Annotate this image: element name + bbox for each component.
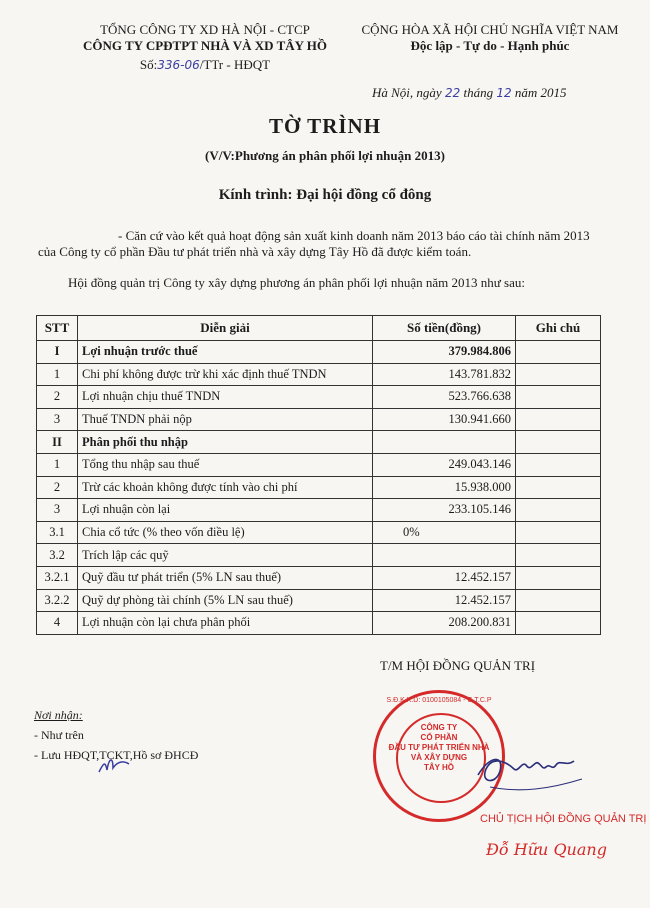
row-stt: II <box>37 431 78 454</box>
document-date <box>372 85 567 101</box>
national-title: CỘNG HÒA XÃ HỘI CHỦ NGHĨA VIỆT NAM <box>361 22 619 37</box>
row-note <box>516 453 601 476</box>
date-year: năm 2015 <box>511 85 567 100</box>
date-month-label: tháng <box>460 85 497 100</box>
row-amount: 208.200.831 <box>373 612 516 635</box>
row-note <box>516 544 601 567</box>
row-amount <box>373 431 516 454</box>
row-note <box>516 566 601 589</box>
row-description: Chia cổ tức (% theo vốn điều lệ) <box>78 521 373 544</box>
table-row <box>37 363 601 386</box>
header-stt: STT <box>37 316 78 341</box>
row-amount: 12.452.157 <box>373 566 516 589</box>
table-row <box>37 476 601 499</box>
row-amount: 233.105.146 <box>373 499 516 522</box>
row-description: Tổng thu nhập sau thuế <box>78 453 373 476</box>
row-note <box>516 363 601 386</box>
handwritten-initial <box>95 750 135 780</box>
row-description: Phân phối thu nhập <box>78 431 373 454</box>
row-note <box>516 521 601 544</box>
date-day: 22 <box>444 86 461 100</box>
organization-header <box>60 22 350 73</box>
table-row <box>37 386 601 409</box>
document-number <box>60 57 350 73</box>
header-note: Ghi chú <box>516 316 601 341</box>
row-note <box>516 589 601 612</box>
row-note <box>516 408 601 431</box>
row-amount: 15.938.000 <box>373 476 516 499</box>
row-amount: 143.781.832 <box>373 363 516 386</box>
row-stt: 3 <box>37 408 78 431</box>
table-row <box>37 453 601 476</box>
document-number-suffix: /TTr - HĐQT <box>199 57 271 72</box>
row-description: Thuế TNDN phải nộp <box>78 408 373 431</box>
table-row <box>37 589 601 612</box>
row-note <box>516 499 601 522</box>
row-description: Trừ các khoản không được tính vào chi phí <box>78 476 373 499</box>
row-description: Quỹ dự phòng tài chính (5% LN sau thuế) <box>78 589 373 612</box>
row-description: Lợi nhuận còn lại chưa phân phối <box>78 612 373 635</box>
table-row <box>37 566 601 589</box>
header-amount: Số tiền(đồng) <box>373 316 516 341</box>
row-amount: 523.766.638 <box>373 386 516 409</box>
national-header <box>345 22 635 54</box>
company-name: CÔNG TY CPĐTPT NHÀ VÀ XD TÂY HỒ <box>82 38 328 53</box>
row-stt: 2 <box>37 386 78 409</box>
table-row <box>37 499 601 522</box>
table-row <box>37 521 601 544</box>
table-row <box>37 612 601 635</box>
handwritten-signature <box>470 735 590 805</box>
row-description: Lợi nhuận chịu thuế TNDN <box>78 386 373 409</box>
row-description: Lợi nhuận trước thuế <box>78 341 373 364</box>
recipient-item: - Lưu HĐQT,TCKT,Hồ sơ ĐHCĐ <box>34 748 199 762</box>
seal-line: CÔNG TY <box>420 723 458 732</box>
representative-title: T/M HỘI ĐỒNG QUẢN TRỊ <box>380 658 536 673</box>
seal-line: TÂY HỒ <box>423 763 455 772</box>
row-stt: 3.1 <box>37 521 78 544</box>
row-amount <box>373 544 516 567</box>
table-row <box>37 408 601 431</box>
row-amount: 130.941.660 <box>373 408 516 431</box>
row-stt: 3.2 <box>37 544 78 567</box>
addressee: Kính trình: Đại hội đồng cổ đông <box>218 187 432 203</box>
row-amount: 12.452.157 <box>373 589 516 612</box>
recipients-label: Nơi nhận: <box>34 708 83 722</box>
document-number-prefix: Số: <box>139 57 158 72</box>
national-motto: Độc lập - Tự do - Hạnh phúc <box>410 38 570 53</box>
profit-distribution-table <box>36 315 601 635</box>
table-header-row <box>37 316 601 341</box>
row-stt: 3.2.1 <box>37 566 78 589</box>
row-amount: 249.043.146 <box>373 453 516 476</box>
seal-ring-text: S.Đ.K.K.D: 0100105084 - C.T.C.P <box>386 697 492 704</box>
seal-line: ĐẦU TƯ PHÁT TRIỂN NHÀ <box>388 743 490 752</box>
table-row <box>37 544 601 567</box>
row-note <box>516 476 601 499</box>
signer-name: Đỗ Hữu Quang <box>486 840 607 859</box>
row-stt: 2 <box>37 476 78 499</box>
row-stt: 3 <box>37 499 78 522</box>
row-stt: 1 <box>37 363 78 386</box>
row-note <box>516 612 601 635</box>
row-stt: 3.2.2 <box>37 589 78 612</box>
row-amount: 379.984.806 <box>373 341 516 364</box>
date-prefix: Hà Nội, ngày <box>372 85 445 100</box>
table-row <box>37 341 601 364</box>
seal-line: VÀ XÂY DỰNG <box>410 753 468 762</box>
row-note <box>516 431 601 454</box>
row-description: Chi phí không được trừ khi xác định thuế TNDN <box>78 363 373 386</box>
paragraph-basis: - Căn cứ vào kết quả hoạt động sản xuất kinh doanh năm 2013 báo cáo tài chính năm 2013 của Công ty cổ phần Đầu tư phát triển nhà và xây dựng Tây Hồ đã được kiểm toán. <box>38 228 590 259</box>
row-stt: 1 <box>37 453 78 476</box>
table-row <box>37 431 601 454</box>
parent-company-name: TỔNG CÔNG TY XD HÀ NỘI - CTCP <box>100 22 310 37</box>
document-title: TỜ TRÌNH <box>268 114 382 138</box>
seal-line: CỔ PHẦN <box>420 733 458 742</box>
recipient-item: - Như trên <box>34 728 84 742</box>
row-stt: I <box>37 341 78 364</box>
row-description: Lợi nhuận còn lại <box>78 499 373 522</box>
paragraph-intro: Hội đồng quản trị Công ty xây dựng phương án phân phối lợi nhuận năm 2013 như sau: <box>68 275 525 290</box>
document-number-handwritten: 336-06 <box>157 58 200 72</box>
row-note <box>516 386 601 409</box>
row-description: Trích lập các quỹ <box>78 544 373 567</box>
row-amount: 0% <box>373 521 516 544</box>
header-description: Diễn giải <box>78 316 373 341</box>
row-stt: 4 <box>37 612 78 635</box>
signer-title: CHỦ TỊCH HỘI ĐỒNG QUẢN TRỊ <box>480 813 647 825</box>
date-month: 12 <box>496 86 512 100</box>
document-subtitle: (V/V:Phương án phân phối lợi nhuận 2013) <box>205 148 445 163</box>
row-description: Quỹ đầu tư phát triển (5% LN sau thuế) <box>78 566 373 589</box>
row-note <box>516 341 601 364</box>
